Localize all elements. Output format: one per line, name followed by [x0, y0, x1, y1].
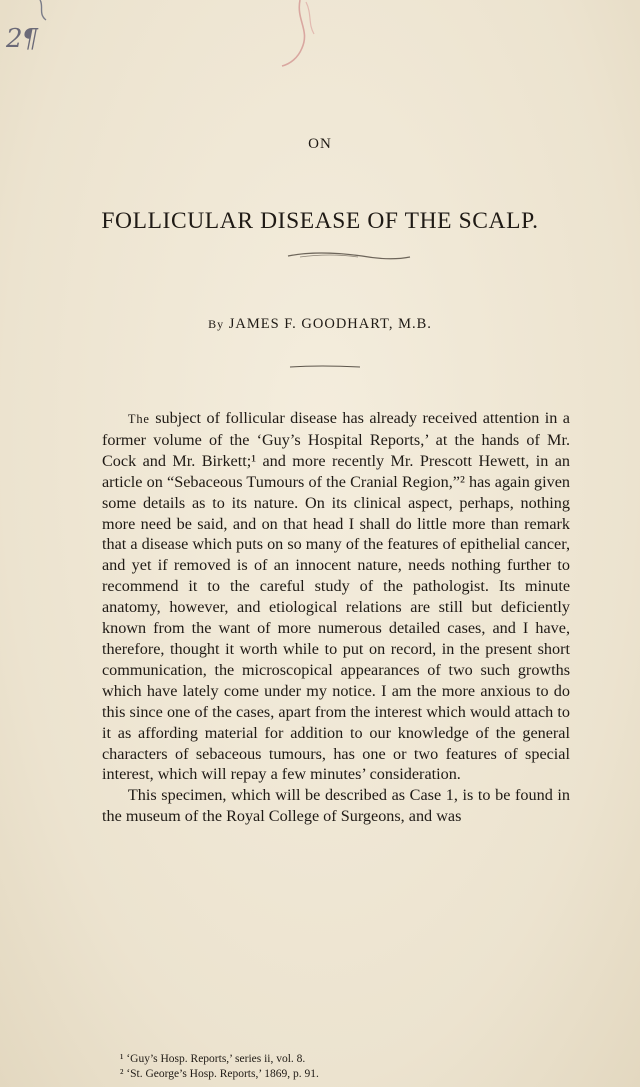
- article-title: FOLLICULAR DISEASE OF THE SCALP.: [101, 208, 539, 234]
- paragraph-1-text: subject of follicular disease has already received attention in a former volume of the ‘Guy’s Hospital Reports,’ at the hands of Mr. Cock and Mr. Birkett;¹ and more recently Mr. Prescott Hewett, in an article on “Sebaceous Tumours of the Cranial Region,”² has again given some details as to its nature. On its clinical aspect, perhaps, nothing more need be said, and on that head I shall do little more than remark that a disease which puts on so many of the features of epithelial cancer, and yet if removed is of an innocent nature, needs nothing further to recommend it to the careful study of the pathologist. Its minute anatomy, however, and etiological relations are still but deficiently known from the want of more numerous detailed cases, and I have, therefore, thought it worth while to put on record, in the present short communication, the microscopical appearances of two such growths which have lately come under my notice. I am the more anxious to do this since one of the cases, apart from the interest which would attach to it as affording material for addition to our knowledge of the general characters of sebaceous tumours, has one or two features of special interest, which will repay a few minutes’ consideration.: [102, 409, 570, 784]
- lead-word: The: [127, 412, 150, 426]
- footnotes: [102, 1052, 570, 1081]
- handwritten-shelfmark: 2¶: [6, 24, 38, 54]
- pencil-scrawl-marks: [0, 0, 640, 90]
- paragraph-2: This specimen, which will be described as Case 1, is to be found in the museum of the Royal College of Surgeons, and was: [102, 786, 570, 826]
- paragraph-1: [102, 408, 570, 785]
- byline-rule: [0, 362, 640, 372]
- byline-prefix: By: [208, 317, 225, 331]
- author-name: JAMES F. GOODHART, M.B.: [228, 316, 432, 332]
- heading-on: ON: [308, 136, 332, 152]
- article-body: [102, 408, 570, 827]
- footnote-2: ² ‘St. George’s Hosp. Reports,’ 1869, p. 91.: [120, 1067, 319, 1080]
- footnote-1: ¹ ‘Guy’s Hosp. Reports,’ series ii, vol. 8.: [120, 1053, 306, 1065]
- title-rule: [0, 248, 640, 264]
- byline: [0, 316, 640, 333]
